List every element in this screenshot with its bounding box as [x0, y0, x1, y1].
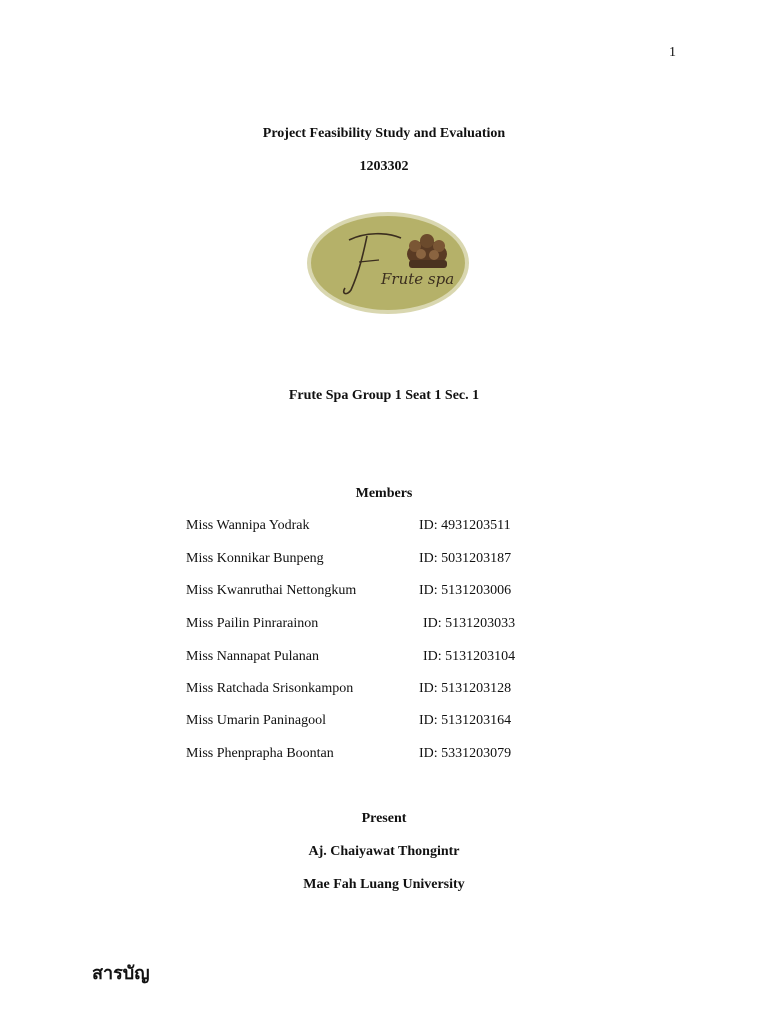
member-name: Miss Ratchada Srisonkampon [186, 681, 354, 696]
university-name: Mae Fah Luang University [303, 877, 465, 892]
member-name: Miss Umarin Paninagool [186, 713, 326, 728]
member-id: ID: 5131203128 [419, 681, 512, 696]
member-row [186, 551, 586, 571]
table-of-contents-heading: สารบัญ [92, 963, 150, 984]
course-code: 1203302 [359, 159, 409, 174]
member-row [186, 518, 586, 538]
member-row [186, 616, 586, 636]
member-row [186, 746, 586, 766]
member-row [186, 649, 586, 669]
member-row [186, 583, 586, 603]
logo-text: Frute spa [381, 270, 455, 288]
member-name: Miss Kwanruthai Nettongkum [186, 583, 357, 598]
member-name: Miss Konnikar Bunpeng [186, 551, 324, 566]
group-line: Frute Spa Group 1 Seat 1 Sec. 1 [288, 388, 480, 403]
page-number: 1 [669, 45, 676, 60]
frute-spa-logo [305, 210, 471, 316]
member-row [186, 681, 586, 701]
member-name: Miss Phenprapha Boontan [186, 746, 334, 761]
members-heading: Members [355, 486, 413, 501]
member-id: ID: 5131203006 [419, 583, 512, 598]
member-id: ID: 5131203164 [419, 713, 512, 728]
logo-graphic [305, 210, 471, 316]
member-row [186, 713, 586, 733]
member-id: ID: 5331203079 [419, 746, 512, 761]
member-id: ID: 5131203104 [423, 649, 516, 664]
member-name: Miss Pailin Pinrarainon [186, 616, 319, 631]
advisor-name: Aj. Chaiyawat Thongintr [308, 844, 460, 859]
document-title: Project Feasibility Study and Evaluation [262, 126, 506, 141]
member-id: ID: 5031203187 [419, 551, 512, 566]
member-id: ID: 5131203033 [423, 616, 516, 631]
present-label: Present [361, 811, 407, 826]
member-name: Miss Nannapat Pulanan [186, 649, 319, 664]
member-name: Miss Wannipa Yodrak [186, 518, 310, 533]
member-id: ID: 4931203511 [419, 518, 511, 533]
